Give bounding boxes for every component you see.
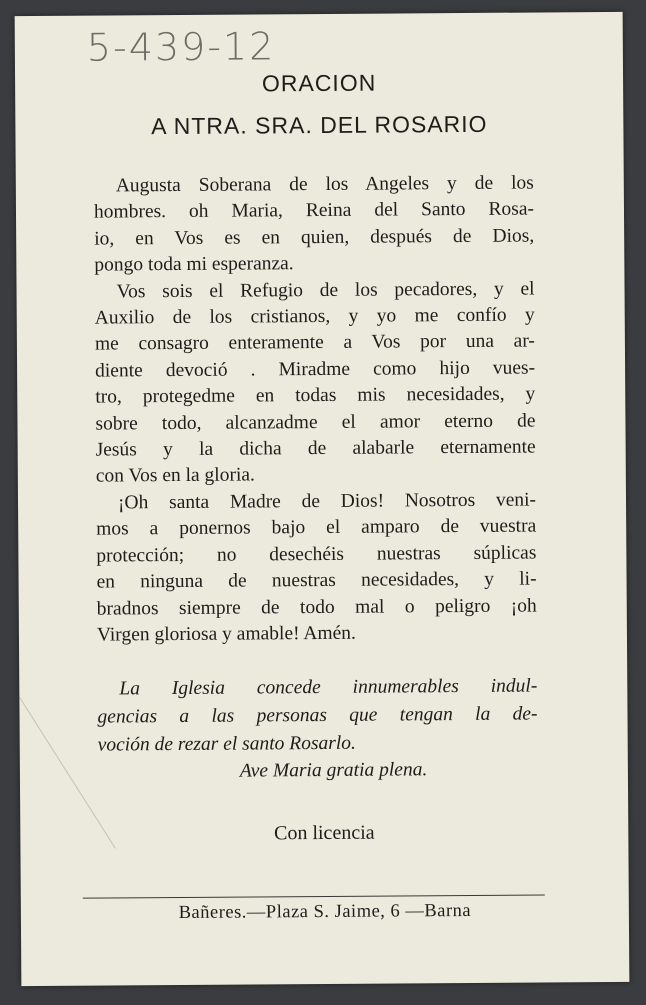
text-line: Auxilio de los cristianos, y yo me confío y <box>94 304 535 329</box>
indulgence-note <box>97 673 538 760</box>
paragraph-2 <box>94 276 535 490</box>
text-line: Jesús y la dicha de alabarle eternamente <box>95 436 536 461</box>
paragraph-1 <box>94 171 535 280</box>
licencia-line: Con licencia <box>273 821 375 845</box>
text-line: en ninguna de nuestras necesidades, y li- <box>96 568 537 593</box>
prayer-card <box>15 12 630 986</box>
ave-maria-line: Ave Maria gratia plena. <box>239 759 428 782</box>
text-line: pongo toda mi esperanza. <box>94 253 294 276</box>
text-line: io, en Vos es en quien, después de Dios, <box>94 225 535 250</box>
text-line: Virgen gloriosa y amable! Amén. <box>96 622 356 646</box>
text-line: mos a ponernos bajo el amparo de vuestra <box>96 515 537 540</box>
prayer-body <box>94 171 537 649</box>
text-line: Augusta Soberana de los Angeles y de los <box>115 172 534 197</box>
text-line: gencias a las personas que tengan la de- <box>97 703 538 728</box>
text-line: tro, protegedme en todas mis necesidades, y <box>95 383 536 408</box>
text-line: sobre todo, alcanzadme el amor eterno de <box>95 410 536 435</box>
text-line: me consagro enteramente a Vos por una ar- <box>94 330 535 356</box>
text-line: Vos sois el Refugio de los pecadores, y el <box>116 278 535 303</box>
printer-footer: Bañeres.—Plaza S. Jaime, 6 —Barna <box>178 900 472 924</box>
text-line: voción de rezar el santo Rosarlo. <box>97 732 356 756</box>
text-line: diente devoció . Miradme como hijo vues- <box>95 357 536 382</box>
text-line: bradnos siempre de todo mal o peligro ¡oh <box>96 595 537 620</box>
paragraph-3 <box>96 487 537 649</box>
title-line-2: A NTRA. SRA. DEL ROSARIO <box>151 110 488 140</box>
text-line: hombres. oh Maria, Reina del Santo Rosa- <box>93 198 535 223</box>
text-line: La Iglesia concede innumerables indul- <box>119 675 538 700</box>
handwritten-note: 5-439-12 <box>86 24 276 70</box>
text-line: ¡Oh santa Madre de Dios! Nosotros veni- <box>117 489 537 514</box>
text-line: protección; no desechéis nuestras súplicas <box>96 542 537 567</box>
text-line: con Vos en la gloria. <box>95 464 255 488</box>
divider <box>83 894 545 898</box>
title-line-1: ORACION <box>261 69 377 97</box>
